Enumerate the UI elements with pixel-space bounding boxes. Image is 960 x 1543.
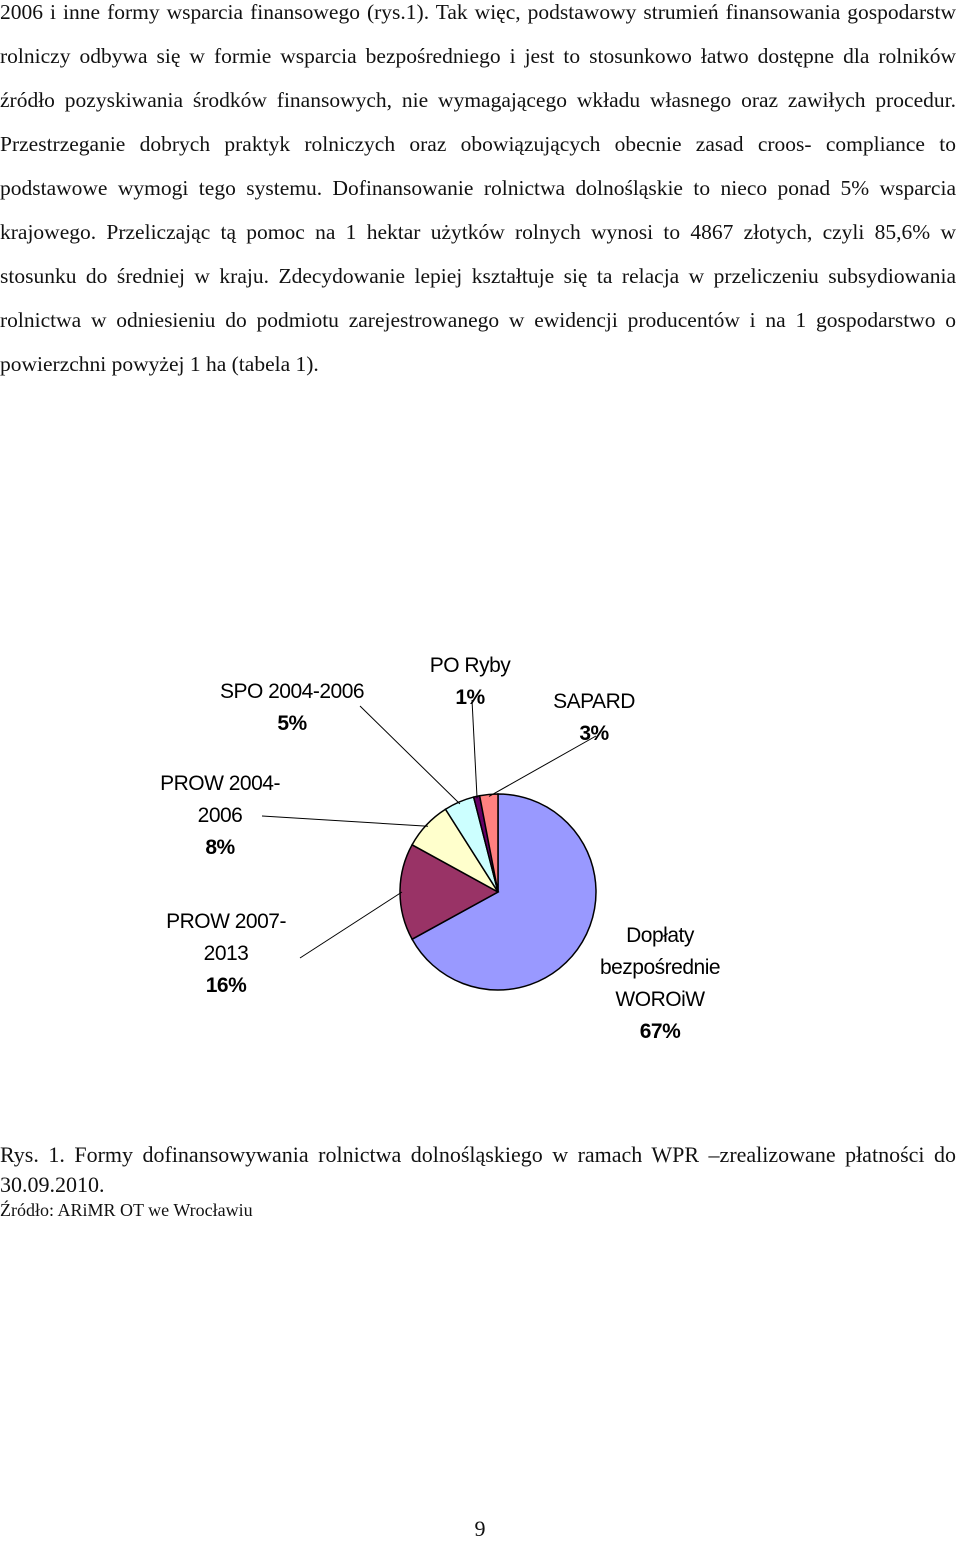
page-number: 9: [474, 1516, 486, 1541]
slice-pct-doplaty: 67%: [639, 1020, 681, 1043]
slice-pct-po-ryby: 1%: [455, 686, 485, 709]
slice-label-doplaty-line2: bezpośrednie: [599, 956, 721, 979]
slice-pct-spo: 5%: [277, 712, 307, 735]
body-paragraph: 2006 i inne formy wsparcia finansowego (rys.1). Tak więc, podstawowy strumień finansowania gospodarstw rolniczy odbywa się w formie wsparcia bezpośredniego i jest to stosunkowo łatwo dostępne dla rolników źródło pozyskiwania środków finansowych, nie wymagającego wkładu własnego oraz zawiłych procedur. Przestrzeganie dobrych praktyk rolniczych oraz obowiązujących obecnie zasad croos- compliance to podstawowe wymogi tego systemu. Dofinansowanie rolnictwa dolnośląskie to nieco ponad 5% wsparcia krajowego. Przeliczając tą pomoc na 1 hektar użytków rolnych wynosi to 4867 złotych, czyli 85,6% w stosunku do średniej w kraju. Zdecydowanie lepiej kształtuje się ta relacja w przeliczeniu subsydiowania rolnictwa w odniesieniu do podmiotu zarejestrowanego w ewidencji producentów i na 1 gospodarstwo o powierzchni powyżej 1 ha (tabela 1).: [0, 0, 956, 376]
slice-label-doplaty-line1: Dopłaty: [626, 924, 694, 947]
slice-label-spo-line1: SPO 2004-2006: [219, 680, 365, 703]
slice-label-po-ryby-line1: PO Ryby: [429, 654, 511, 677]
pie-chart: [0, 640, 960, 1080]
figure-caption: Rys. 1. Formy dofinansowywania rolnictwa dolnośląskiego w ramach WPR –zrealizowane płatności do 30.09.2010.: [0, 1142, 956, 1197]
slice-label-sapard: [538, 686, 650, 750]
slice-label-prow-2004: [140, 768, 300, 864]
leader-line-po-ryby: [472, 700, 477, 798]
slice-label-prow-2007: [146, 906, 306, 1002]
leader-line-prow-2007: [300, 892, 402, 958]
figure-source: Źródło: ARiMR OT we Wrocławiu: [0, 1200, 253, 1220]
slice-pct-prow-2007: 16%: [205, 974, 247, 997]
slice-label-doplaty-line3: WOROiW: [615, 988, 705, 1011]
slice-pct-prow-2004: 8%: [205, 836, 235, 859]
slice-label-sapard-line1: SAPARD: [553, 690, 635, 713]
slice-label-prow-2004-line1: PROW 2004-: [160, 772, 280, 795]
slice-pct-sapard: 3%: [579, 722, 609, 745]
slice-label-prow-2007-line1: PROW 2007-: [166, 910, 286, 933]
slice-label-prow-2007-line2: 2013: [203, 942, 249, 965]
slice-label-po-ryby: [414, 650, 526, 714]
slice-label-doplaty: [576, 920, 744, 1048]
slice-label-spo: [200, 676, 384, 740]
slice-label-prow-2004-line2: 2006: [197, 804, 243, 827]
